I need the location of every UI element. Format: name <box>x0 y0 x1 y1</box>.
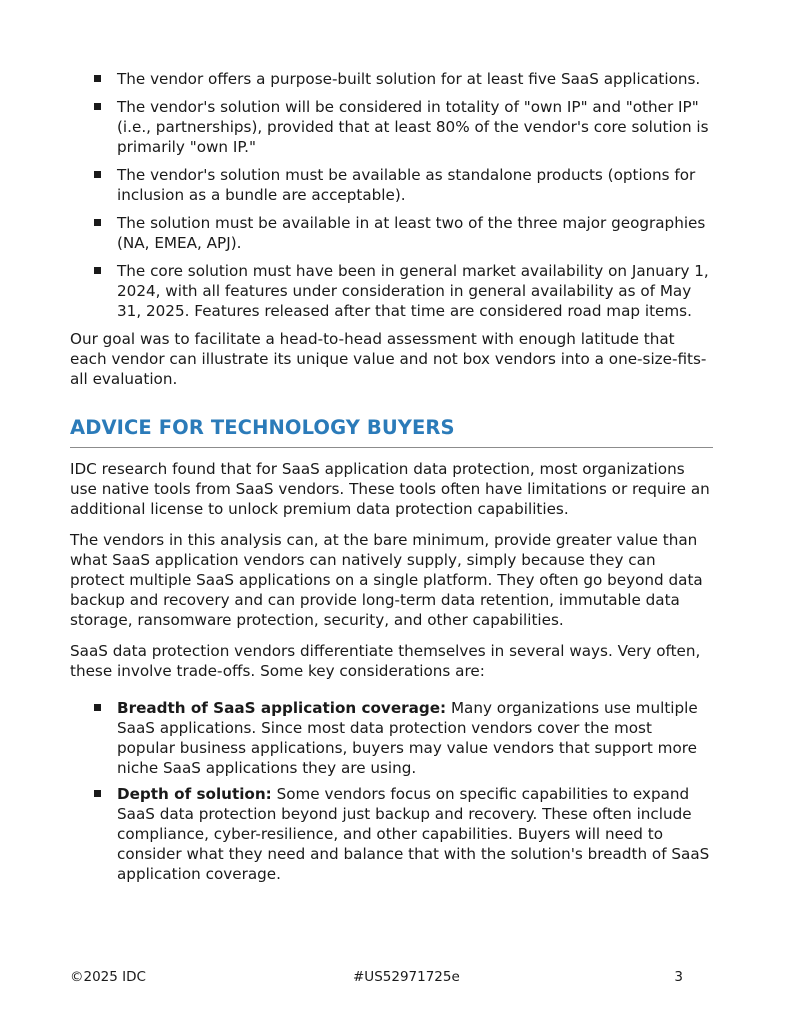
list-item <box>70 261 713 321</box>
heading-divider <box>70 447 713 448</box>
section-heading: ADVICE FOR TECHNOLOGY BUYERS <box>70 416 455 439</box>
list-item <box>70 97 713 157</box>
list-item <box>70 698 713 778</box>
footer-doc-id: #US52971725e <box>353 969 460 985</box>
body-paragraph: SaaS data protection vendors differentiate themselves in several ways. Very often, these involve trade-offs. Some key considerations are: <box>70 642 701 680</box>
consideration-text: Many organizations use multiple SaaS applications. Since most data protection vendors cover the most popular business applications, buyers may value vendors that support more niche SaaS applications they are using. <box>117 699 698 777</box>
body-paragraph: IDC research found that for SaaS application data protection, most organizations use native tools from SaaS vendors. These tools often have limitations or require an additional license to unlock premium data protection capabilities. <box>70 460 710 518</box>
list-item <box>70 213 713 253</box>
square-bullet-icon <box>94 103 101 110</box>
considerations-list <box>70 698 713 884</box>
consideration-term: Breadth of SaaS application coverage: <box>117 699 447 717</box>
square-bullet-icon <box>94 219 101 226</box>
square-bullet-icon <box>94 790 101 797</box>
consideration-text: Some vendors focus on specific capabilities to expand SaaS data protection beyond just backup and recovery. These often include compliance, cyber-resilience, and other capabilities. Buyers will need to consider what they need and balance that with the solution's breadth of SaaS application coverage. <box>117 785 710 883</box>
list-item <box>70 69 713 89</box>
list-item-text: The core solution must have been in general market availability on January 1, 2024, with all features under consideration in general availability as of May 31, 2025. Features released after that time are considered road map items. <box>117 262 709 320</box>
square-bullet-icon <box>94 704 101 711</box>
consideration-term: Depth of solution: <box>117 785 272 803</box>
list-item-text: The solution must be available in at least two of the three major geographies (NA, EMEA, APJ). <box>117 214 706 252</box>
square-bullet-icon <box>94 267 101 274</box>
body-paragraph: The vendors in this analysis can, at the bare minimum, provide greater value than what SaaS application vendors can natively supply, simply because they can protect multiple SaaS applications on a single platform. They often go beyond data backup and recovery and can provide long-term data retention, immutable data storage, ransomware protection, security, and other capabilities. <box>70 531 703 629</box>
goal-paragraph: Our goal was to facilitate a head-to-head assessment with enough latitude that each vendor can illustrate its unique value and not box vendors into a one-size-fits-all evaluation. <box>70 330 707 388</box>
square-bullet-icon <box>94 171 101 178</box>
document-body <box>70 69 713 890</box>
list-item-text: The vendor offers a purpose-built solution for at least five SaaS applications. <box>117 70 701 88</box>
square-bullet-icon <box>94 75 101 82</box>
footer-page-number: 3 <box>674 969 683 985</box>
list-item <box>70 165 713 205</box>
criteria-list <box>70 69 713 321</box>
page-footer <box>70 967 683 987</box>
list-item-text: The vendor's solution must be available as standalone products (options for inclusion as a bundle are acceptable). <box>117 166 696 204</box>
list-item-text: The vendor's solution will be considered in totality of "own IP" and "other IP" (i.e., partnerships), provided that at least 80% of the vendor's core solution is primarily "own IP." <box>117 98 709 156</box>
footer-copyright: ©2025 IDC <box>70 969 146 985</box>
list-item <box>70 784 713 884</box>
